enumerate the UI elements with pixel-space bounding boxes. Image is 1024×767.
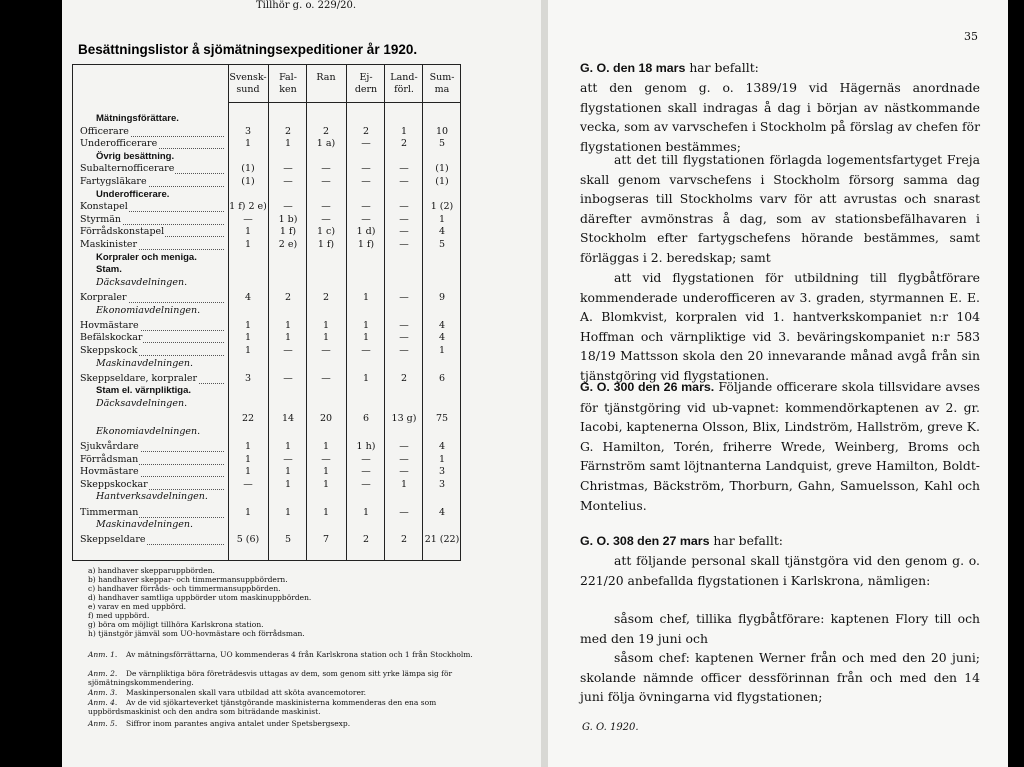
table-cell: 1 f) [317, 239, 335, 250]
table-cell: 2 [284, 292, 292, 303]
footnote: b) handhaver skeppar- och timmermansuppbördern. [88, 575, 288, 584]
table-cell: — [283, 201, 293, 213]
table-cell: 2 [362, 534, 370, 546]
table-cell: 1 [400, 125, 408, 137]
paragraph-3: att vid flygstationen för utbildning till flygbåtförare kommenderade underofficeren av 3. graden, styrmannen E. E. A. Blomkvist, korpralen vid 1. hantverkskompaniet n:r 104 Hoffman och värnpliktige vid 3. beväringskompaniet n:r 583 18/19 Mattsson skola den 20 innevarande månad avgå från sin tjänstgöring vid flygstationen. [580, 270, 980, 383]
table-cell: 3 [438, 466, 446, 478]
table-cell: 1 [284, 319, 292, 331]
section-heading: Underofficerare. [96, 188, 170, 200]
table-cell: 1 [400, 478, 408, 490]
table-cell: 21 (22) [424, 534, 460, 546]
column-header: Svensk- sund [229, 72, 267, 95]
row-label: Korpraler [80, 292, 127, 303]
section-heading: Stam. [96, 264, 122, 276]
table-cell: 3 [244, 372, 252, 384]
table-cell: — [399, 345, 409, 356]
table-cell: 2 [322, 125, 330, 137]
annotation [88, 650, 478, 659]
table-cell: 1 (2) [430, 201, 454, 213]
annotation-text: Av de vid sjökarteverket tjänstgörande maskinisterna kommenderas den ena som uppbördsmaskinist och den andra som biträdande maskinist. [88, 698, 437, 716]
table-cell: 4 [438, 319, 446, 331]
table-cell: — [321, 163, 331, 175]
paragraph-8: såsom chef: kaptenen Werner från och med den 20 juni; skolande nämnde officer dessförinnan från och med den 14 juni följa övningarna vid flygstationen; [580, 650, 980, 705]
annotation-key: Anm. 5. [88, 719, 118, 728]
table-cell: 9 [438, 292, 446, 303]
section-heading: Stam el. värnpliktiga. [96, 385, 192, 397]
table-cell: — [321, 372, 331, 384]
table-cell: 1 [244, 506, 252, 518]
table-cell: 1 [284, 332, 292, 344]
table-cell: — [361, 213, 371, 225]
table-cell: 1 [322, 332, 330, 344]
section-heading: Mätningsförättare. [96, 113, 179, 124]
table-cell: 1 [284, 466, 292, 478]
table-cell: 1 [244, 239, 252, 250]
table-cell: 2 [362, 125, 370, 137]
row-label: Skeppseldare [80, 534, 146, 546]
table-cell: 3 [438, 478, 446, 490]
footnote: g) böra om möjligt tillhöra Karlskrona station. [88, 620, 264, 629]
column-header: Ej- dern [354, 72, 378, 95]
order-heading: G. O. den 18 mars [580, 61, 686, 75]
table-cell: — [399, 292, 409, 303]
reference-note: Tillhör g. o. 229/20. [256, 0, 357, 11]
table-cell: 1 [362, 372, 370, 384]
table-cell: — [321, 176, 331, 187]
table-cell: — [321, 213, 331, 225]
table-cell: 1 f) [279, 226, 297, 238]
table-cell: — [399, 466, 409, 478]
footnote: e) varav en med uppbörd. [88, 602, 187, 611]
annotation-key: Anm. 2. [88, 669, 118, 678]
table-cell: 1 f) 2 e) [229, 201, 267, 213]
table-cell: 3 [244, 125, 252, 137]
table-cell: 1 b) [278, 213, 298, 225]
table-cell: 2 [400, 534, 408, 546]
table-cell: 1 [244, 319, 252, 331]
table-cell: 2 [284, 125, 292, 137]
table-cell: 1 [322, 466, 330, 478]
order-heading-308: G. O. 308 den 27 mars [580, 534, 710, 548]
table-cell: 75 [435, 413, 449, 425]
paragraph-go-300: G. O. 300 den 26 mars. Följande officerare skola tillsvidare avses för tjänstgöring vid ub-vapnet: kommendörkaptenen av 2. gr. Iacobi, kaptenerna Olsson, Blix, Lindström, Hallström, greve K. G. Hamilton, Torén, friherre Wrede, Weinberg, Broms och Färnström samt löjtnanterna Landquist, greve Hamilton, Boldt-Christmas, Bäckström, Thorburn, Gahn, Samuelsson, Kahl och Montelius. [580, 379, 980, 513]
table-cell: — [399, 176, 409, 187]
table-cell: 1 [244, 226, 252, 238]
table-cell: 1 [322, 441, 330, 452]
table-cell: 1 h) [356, 441, 376, 452]
table-cell: 1 [322, 506, 330, 518]
paragraph-go-18-mars: G. O. den 18 mars har befallt: [580, 60, 759, 75]
footnote: a) handhaver skepparuppbörden. [88, 566, 215, 575]
table-cell: 1 [244, 138, 252, 150]
page-title: Besättningslistor å sjömätningsexpeditioner år 1920. [78, 42, 418, 57]
annotation-text: De värnpliktiga böra företrädesvis uttagas av dem, som genom sitt yrke lämpa sig för sjömätningskommendering. [88, 669, 453, 687]
paragraph-7: såsom chef, tillika flygbåtförare: kaptenen Flory till och med den 19 juni och [580, 611, 980, 646]
section-heading: Korpraler och meniga. [96, 251, 197, 263]
table-cell: — [399, 441, 409, 452]
footnote: d) handhaver samtliga uppbörder utom maskinuppbörden. [88, 593, 312, 602]
table-cell: — [399, 213, 409, 225]
table-cell: 1 [244, 453, 252, 465]
table-cell: 1 [438, 453, 446, 465]
table-cell: — [321, 453, 331, 465]
paragraph-2: att det till flygstationen förlagda logementsfartyget Freja skall genom varvschefens i Stockholm försorg samma dag inbogseras till Stockholms varv för att avrustas och snarast därefter avmönstras å dag, som av stationsbefälhavaren i Stockholm efter fartygschefens hörande bestämmes, samt förläggas i 2. beredskap; samt [580, 152, 980, 265]
table-cell: 4 [244, 292, 252, 303]
table-cell: — [243, 478, 253, 490]
table-cell: 22 [241, 413, 255, 425]
table-cell: 1 [284, 478, 292, 490]
column-header: Ran [316, 72, 336, 83]
subsection-heading: Hantverksavdelningen. [96, 491, 208, 503]
table-cell: — [361, 138, 371, 150]
table-cell: (1) [241, 176, 255, 187]
subsection-heading: Ekonomiavdelningen. [96, 304, 201, 316]
paragraph-go-308: G. O. 308 den 27 mars har befallt: [580, 533, 783, 548]
row-label: Förrådskonstapel [80, 226, 165, 238]
row-label: Hovmästare [80, 466, 139, 478]
table-cell: 1 [322, 319, 330, 331]
table-cell: 5 (6) [236, 534, 260, 546]
table-cell: — [283, 345, 293, 356]
table-cell: — [361, 176, 371, 187]
row-label: Hovmästare [80, 319, 139, 331]
table-cell: 1 [284, 506, 292, 518]
annotation [88, 669, 478, 687]
subsection-heading: Ekonomiavdelningen. [96, 425, 201, 437]
table-cell: — [399, 239, 409, 250]
table-cell: 20 [319, 413, 333, 425]
table-cell: 13 g) [391, 413, 417, 425]
annotation [88, 698, 478, 716]
row-label: Skeppskock [80, 345, 138, 356]
table-cell: — [283, 372, 293, 384]
table-cell: (1) [435, 176, 449, 187]
table-cell: 1 [438, 345, 446, 356]
table-cell: — [361, 201, 371, 213]
table-cell: — [361, 478, 371, 490]
annotation-key: Anm. 1. [88, 650, 118, 659]
table-cell: 6 [362, 413, 370, 425]
table-cell: 4 [438, 506, 446, 518]
annotation [88, 688, 478, 697]
table-cell: 1 [244, 441, 252, 452]
column-header: Sum- ma [429, 72, 455, 95]
table-cell: 4 [438, 441, 446, 452]
table-cell: — [283, 163, 293, 175]
table-cell: — [243, 213, 253, 225]
table-cell: — [399, 506, 409, 518]
row-label: Subalternofficerare [80, 163, 175, 175]
table-cell: 1 [322, 478, 330, 490]
table-cell: — [399, 226, 409, 238]
table-cell: — [321, 345, 331, 356]
table-cell: 2 e) [278, 239, 298, 250]
table-cell: 1 [362, 319, 370, 331]
row-label: Timmerman [80, 506, 139, 518]
row-label: Styrmän [80, 213, 122, 225]
table-cell: 5 [284, 534, 292, 546]
table-cell: — [361, 163, 371, 175]
row-label: Maskinister [80, 239, 138, 250]
row-label: Konstapel [80, 201, 128, 213]
order-heading-300: G. O. 300 den 26 mars. [580, 380, 715, 394]
table-cell: 5 [438, 138, 446, 150]
table-cell: 1 d) [356, 226, 376, 238]
table-cell: 1 [244, 332, 252, 344]
table-cell: 6 [438, 372, 446, 384]
table-cell: 2 [322, 292, 330, 303]
table-cell: — [399, 201, 409, 213]
table-cell: — [283, 453, 293, 465]
table-cell: — [361, 345, 371, 356]
table-cell: 2 [400, 138, 408, 150]
row-label: Officerare [80, 125, 129, 137]
subsection-heading: Däcksavdelningen. [96, 276, 188, 288]
subsection-heading: Däcksavdelningen. [96, 398, 188, 409]
row-label: Fartygsläkare [80, 176, 147, 187]
subsection-heading: Maskinavdelningen. [96, 519, 194, 531]
row-label: Sjukvårdare [80, 441, 139, 452]
table-cell: — [399, 163, 409, 175]
footnote: c) handhaver förråds- och timmermansuppbörden. [88, 584, 281, 593]
table-cell: 1 [244, 466, 252, 478]
column-header: Fal- ken [279, 72, 297, 95]
table-cell: 4 [438, 332, 446, 344]
row-label: Skeppskockar [80, 478, 148, 490]
annotation-key: Anm. 3. [88, 688, 118, 697]
column-header: Land- förl. [390, 72, 418, 95]
annotation-text: Av mätningsförrättarna, UO kommenderas 4 från Karlskrona station och 1 från Stockholm. [126, 650, 473, 659]
table-cell: 1 [284, 441, 292, 452]
table-cell: 1 [284, 138, 292, 150]
table-cell: — [283, 176, 293, 187]
table-cell: — [399, 453, 409, 465]
table-cell: 1 a) [316, 138, 336, 150]
table-cell: 1 [244, 345, 252, 356]
table-cell: — [399, 332, 409, 344]
table-cell: 7 [322, 534, 330, 546]
table-cell: 10 [435, 125, 449, 137]
table-cell: (1) [435, 163, 449, 175]
section-heading: Övrig besättning. [96, 150, 175, 162]
table-cell: (1) [241, 163, 255, 175]
row-label: Skeppseldare, korpraler [80, 372, 198, 384]
paragraph-6: att följande personal skall tjänstgöra vid den genom g. o. 221/20 anbefallda flygstationen i Karlskrona, nämligen: [580, 553, 980, 588]
annotation [88, 719, 478, 728]
table-cell: — [361, 466, 371, 478]
table-cell: 1 [438, 213, 446, 225]
row-label: Befälskockar [80, 332, 143, 344]
table-cell: 2 [400, 372, 408, 384]
table-cell: 1 c) [316, 226, 336, 238]
subsection-heading: Maskinavdelningen. [96, 357, 194, 369]
annotation-text: Siffror inom parantes angiva antalet under Spetsbergsexp. [126, 719, 351, 728]
footnote: h) tjänstgör jämväl som UO-hovmästare och förrådsman. [88, 629, 305, 638]
table-cell: 1 f) [357, 239, 375, 250]
table-cell: — [399, 319, 409, 331]
table-cell: 14 [281, 413, 295, 425]
table-cell: 1 [362, 506, 370, 518]
table-cell: 5 [438, 239, 446, 250]
table-cell: 1 [362, 332, 370, 344]
table-cell: — [321, 201, 331, 213]
table-cell: 4 [438, 226, 446, 238]
table-cell: 1 [362, 292, 370, 303]
table-cell: — [361, 453, 371, 465]
row-label: Underofficerare [80, 138, 158, 150]
annotation-text: Maskinpersonalen skall vara utbildad att sköta avancemotorer. [126, 688, 367, 697]
row-label: Förrådsman [80, 453, 139, 465]
signature: G. O. 1920. [582, 722, 639, 733]
paragraph-1: att den genom g. o. 1389/19 vid Hägernäs anordnade flygstationen skall indragas å dag i början av nästkommande vecka, som av varvschefen i Stockholm på förslag av chefen för flygstationen bestämmes; [580, 80, 980, 154]
footnote: f) med uppbörd. [88, 611, 150, 620]
annotation-key: Anm. 4. [88, 698, 118, 707]
page-number: 35 [964, 30, 978, 43]
